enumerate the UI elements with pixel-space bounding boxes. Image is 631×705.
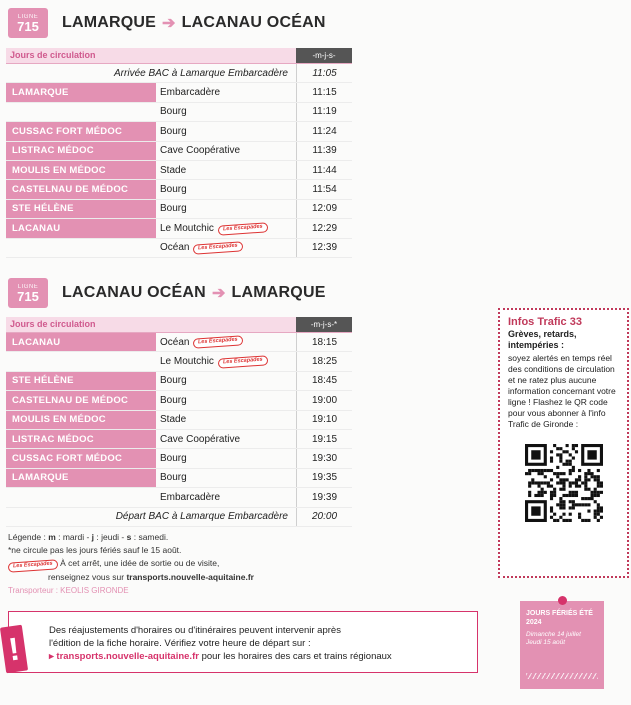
stop-name: Le Moutchic <box>160 222 214 234</box>
stop-name: Stade <box>160 414 187 426</box>
escapade-icon: Les Escapades <box>8 559 58 572</box>
legend-escapade-line2 <box>8 571 348 584</box>
ligne-number: 715 <box>17 18 39 34</box>
stop-time: 18:15 <box>296 333 352 351</box>
commune-name: STE HÉLÈNE <box>6 372 156 390</box>
table-row <box>6 469 352 488</box>
stop-time: 11:24 <box>296 122 352 140</box>
table-row <box>6 103 352 122</box>
jours-feries-title: JOURS FÉRIÉS ÉTÉ 2024 <box>526 610 593 626</box>
stop-name: Bourg <box>160 203 187 215</box>
commune-name: LAMARQUE <box>6 83 156 101</box>
escapade-icon: Les Escapades <box>193 336 243 349</box>
stop-cell <box>156 203 296 214</box>
escapade-icon: Les Escapades <box>193 241 243 254</box>
stop-cell <box>156 375 296 386</box>
table-row <box>6 411 352 430</box>
legend-m-text: : mardi - <box>55 532 92 542</box>
legend-note: *ne circule pas les jours fériés sauf le 15 août. <box>8 545 182 555</box>
notice-link[interactable]: ▸ transports.nouvelle-aquitaine.fr <box>49 651 199 662</box>
stop-time: 19:15 <box>296 430 352 448</box>
pin-icon <box>558 596 567 605</box>
stop-time: 12:09 <box>296 200 352 218</box>
table-row <box>6 508 352 527</box>
stop-cell <box>156 472 296 483</box>
trafic-body: soyez alertés en temps réel des conditions de circulation et ne ratez plus aucune information concernant votre ligne ! Flashez le QR code pour vous abonner à l'info Trafic de Gironde : <box>508 353 616 429</box>
commune-name: CASTELNAU DE MÉDOC <box>6 180 156 198</box>
table-row <box>6 219 352 238</box>
stop-cell <box>156 492 296 503</box>
stop-time: 19:30 <box>296 449 352 467</box>
table-row <box>6 142 352 161</box>
decorative-stripes <box>526 673 598 679</box>
stop-time: 11:39 <box>296 142 352 160</box>
stop-cell <box>156 184 296 195</box>
stop-time: 19:00 <box>296 391 352 409</box>
stop-name: Bourg <box>160 375 187 387</box>
notice-link-suffix: pour les horaires des cars et trains régionaux <box>198 651 392 662</box>
trafic-title: Infos Trafic 33 <box>508 316 582 328</box>
stop-name: Bourg <box>160 453 187 465</box>
table-row <box>6 161 352 180</box>
stop-time: 19:10 <box>296 411 352 429</box>
stop-cell <box>156 414 296 425</box>
commune-name: LACANAU <box>6 219 156 237</box>
stop-name: Bourg <box>160 184 187 196</box>
jours-feries-box <box>520 601 604 689</box>
table-row <box>6 333 352 352</box>
commune-name: CUSSAC FORT MÉDOC <box>6 449 156 467</box>
ligne-word: LIGNE <box>17 283 39 290</box>
stop-cell <box>156 395 296 406</box>
exclamation-icon: ! <box>0 625 28 674</box>
table-row <box>6 488 352 507</box>
legend-s: s <box>126 532 132 542</box>
commune-name <box>6 488 156 506</box>
stop-time: 11:05 <box>296 64 352 82</box>
commune-name: MOULIS EN MÉDOC <box>6 161 156 179</box>
commune-name: LISTRAC MÉDOC <box>6 142 156 160</box>
stop-cell <box>156 106 296 117</box>
timetable-outbound <box>6 48 352 258</box>
table-row <box>6 430 352 449</box>
table-row <box>6 200 352 219</box>
legend-escapade-text: À cet arrêt, une idée de sortie ou de visite, <box>60 558 220 568</box>
stop-name: Bourg <box>160 125 187 137</box>
stop-cell <box>156 145 296 156</box>
commune-name: MOULIS EN MÉDOC <box>6 411 156 429</box>
legend-j-text: : jeudi - <box>94 532 127 542</box>
jours-circulation-label: Jours de circulation <box>6 48 296 63</box>
legend <box>8 531 348 597</box>
commune-name: LAMARQUE <box>6 469 156 487</box>
stop-name: Bourg <box>160 472 187 484</box>
days-label: -m-j-s-* <box>296 317 352 332</box>
stop-name: Embarcadère <box>160 491 221 503</box>
ligne-badge <box>8 278 48 308</box>
notice-line2: l'édition de la fiche horaire. Vérifiez votre heure de départ sur : <box>49 638 311 649</box>
arrow-right-icon: ➔ <box>162 15 176 32</box>
legend-prefix: Légende : <box>8 532 49 542</box>
stop-cell <box>156 453 296 464</box>
stop-cell <box>156 337 296 348</box>
table-row <box>6 352 352 371</box>
table-row <box>6 122 352 141</box>
stop-name: Embarcadère <box>160 87 221 99</box>
stop-cell <box>156 87 296 98</box>
days-label: -m-j-s- <box>296 48 352 63</box>
route-from: LACANAU OCÉAN <box>62 284 206 301</box>
jours-circulation-label: Jours de circulation <box>6 317 296 332</box>
commune-name: CUSSAC FORT MÉDOC <box>6 122 156 140</box>
commune-name <box>6 239 156 257</box>
notice-line3 <box>49 650 392 663</box>
timetable-return <box>6 317 352 527</box>
stop-name: Départ BAC à Lamarque Embarcadère <box>115 511 288 523</box>
trafic-subtitle: Grèves, retards, intempéries : <box>508 329 577 350</box>
ligne-number: 715 <box>17 288 39 304</box>
legend-s-text: : samedi. <box>131 532 169 542</box>
stop-name: Océan <box>160 336 190 348</box>
jours-feries-date1: Dimanche 14 juillet <box>526 631 581 638</box>
stop-time: 11:15 <box>296 83 352 101</box>
stop-cell <box>156 165 296 176</box>
stop-name: Arrivée BAC à Lamarque Embarcadère <box>114 67 288 79</box>
commune-name: LACANAU <box>6 333 156 351</box>
legend-escapade <box>8 557 348 571</box>
notice-line1: Des réajustements d'horaires ou d'itinéraires peuvent intervenir après <box>49 625 341 636</box>
stop-name: Cave Coopérative <box>160 145 241 157</box>
stop-time: 18:25 <box>296 352 352 370</box>
stop-name: Océan <box>160 242 190 254</box>
legend-days <box>8 531 348 544</box>
qr-code-icon[interactable] <box>525 444 603 522</box>
jours-feries-date2: Jeudi 15 août <box>526 639 566 646</box>
stop-name: Cave Coopérative <box>160 433 241 445</box>
stop-time: 11:54 <box>296 180 352 198</box>
legend-escapade-url[interactable]: transports.nouvelle-aquitaine.fr <box>126 571 254 582</box>
stop-time: 12:29 <box>296 219 352 237</box>
arrow-right-icon: ➔ <box>211 285 226 302</box>
escapade-icon: Les Escapades <box>218 355 268 368</box>
commune-name <box>6 103 156 121</box>
table-row <box>6 239 352 258</box>
stop-name: Bourg <box>160 106 187 118</box>
stop-time: 18:45 <box>296 372 352 390</box>
stop-time: 11:19 <box>296 103 352 121</box>
notice-text <box>49 624 392 663</box>
route-title <box>62 13 326 33</box>
legend-escapade-text2: renseignez vous sur <box>48 571 127 582</box>
table-row <box>6 372 352 391</box>
stop-time: 11:44 <box>296 161 352 179</box>
commune-name: CASTELNAU DE MÉDOC <box>6 391 156 409</box>
table-row <box>6 391 352 410</box>
commune-name <box>6 352 156 370</box>
route2-header <box>8 278 326 308</box>
stop-time: 20:00 <box>296 508 352 526</box>
legend-m: m <box>48 532 56 542</box>
stop-cell <box>156 223 296 234</box>
commune-name: LISTRAC MÉDOC <box>6 430 156 448</box>
route-from: LAMARQUE <box>62 14 157 31</box>
ligne-badge <box>8 8 48 38</box>
route-to: LACANAU OCÉAN <box>181 14 326 31</box>
route-to: LAMARQUE <box>231 284 326 301</box>
stop-cell <box>156 242 296 253</box>
stop-cell <box>156 126 296 137</box>
timetable-header <box>6 317 352 333</box>
stop-time: 19:35 <box>296 469 352 487</box>
stop-name: Le Moutchic <box>160 356 214 368</box>
stop-name: Stade <box>160 164 187 176</box>
table-row <box>6 449 352 468</box>
table-row <box>6 64 352 83</box>
stop-time: 19:39 <box>296 488 352 506</box>
commune-name: STE HÉLÈNE <box>6 200 156 218</box>
route1-header <box>8 8 326 38</box>
escapade-icon: Les Escapades <box>218 222 268 235</box>
stop-time: 12:39 <box>296 239 352 257</box>
timetable-header <box>6 48 352 64</box>
stop-cell <box>156 356 296 367</box>
route-title <box>62 283 326 303</box>
transporteur: Transporteur : KEOLIS GIRONDE <box>8 585 129 595</box>
table-row <box>6 83 352 102</box>
infos-trafic-box <box>498 308 629 578</box>
ligne-word: LIGNE <box>17 13 39 20</box>
stop-cell <box>156 434 296 445</box>
table-row <box>6 180 352 199</box>
legend-j: j <box>91 532 95 542</box>
stop-name: Bourg <box>160 394 187 406</box>
notice-box <box>8 611 478 673</box>
